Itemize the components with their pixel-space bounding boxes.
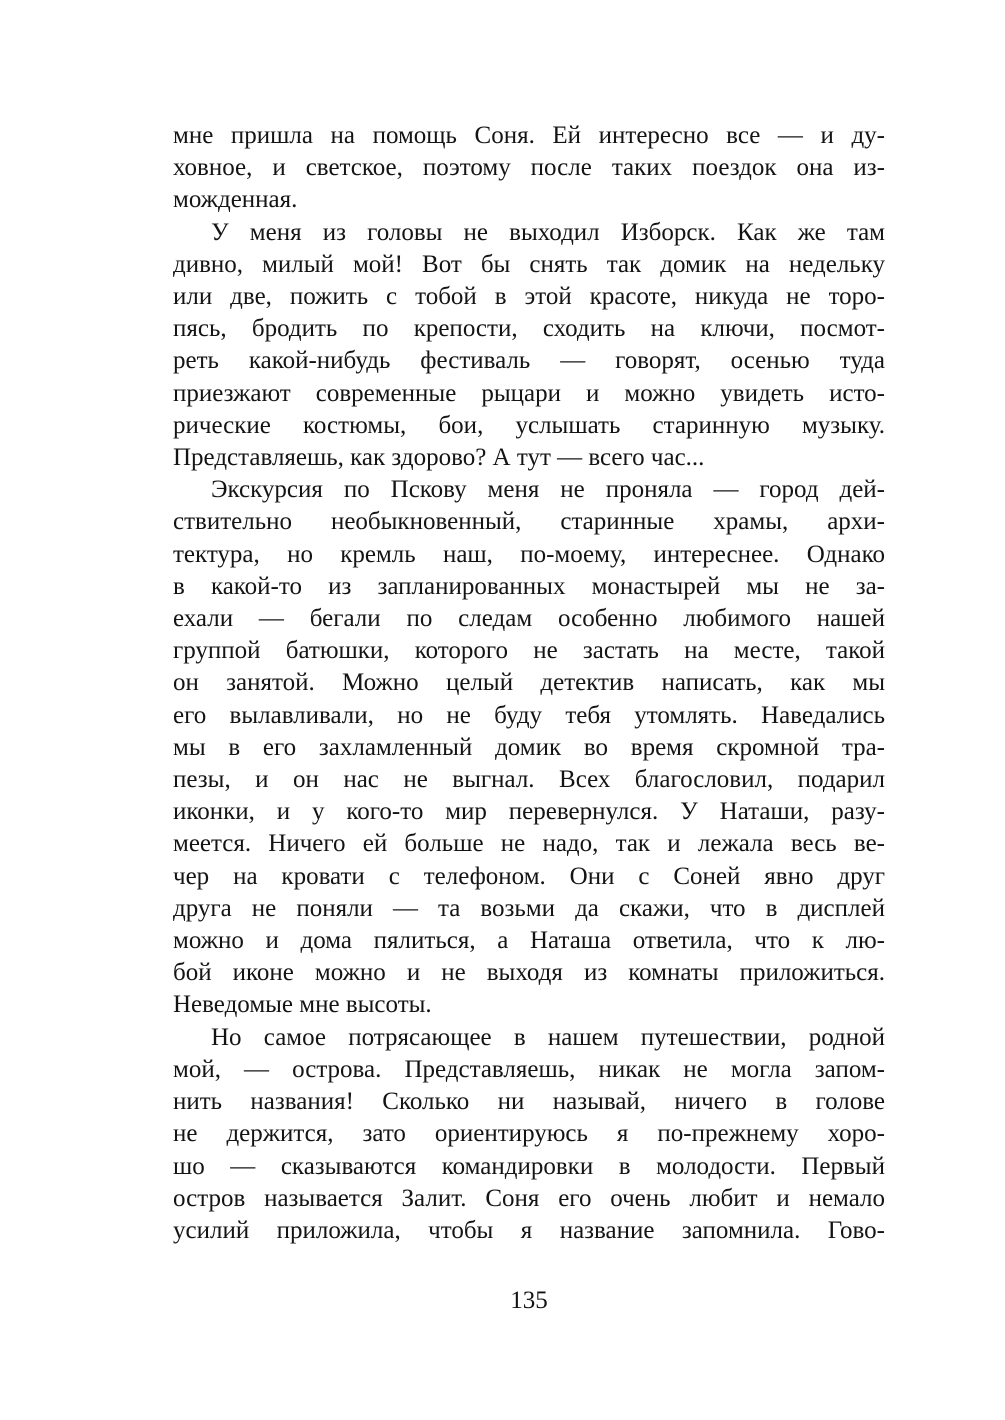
text-line: пезы, и он нас не выгнал. Всех благословил, подарил [173,766,885,794]
text-line: Неведомые мне высоты. [173,991,432,1019]
paragraph [173,474,885,1021]
text-line: пясь, бродить по крепости, сходить на ключи, посмот- [173,315,885,343]
text-line: усилий приложила, чтобы я название запомнила. Гово- [173,1216,885,1244]
text-line: можно и дома пялиться, а Наташа ответила, что к лю- [173,927,885,955]
text-line: ствительно необыкновенный, старинные храмы, архи- [173,508,885,536]
page-number: 135 [510,1287,548,1314]
text-line: У меня из головы не выходил Изборск. Как же там [211,218,885,246]
text-line: он занятой. Можно целый детектив написать, как мы [173,669,885,697]
text-line: рические костюмы, бои, услышать старинную музыку. [173,411,885,439]
text-line: группой батюшки, которого не застать на месте, такой [173,637,885,665]
text-line: Представляешь, как здорово? А тут — всего час... [173,444,705,472]
text-line: его вылавливали, но не буду тебя утомлять. Наведались [173,701,885,729]
text-line: бой иконе можно и не выходя из комнаты приложиться. [173,959,885,987]
text-line: ховное, и светское, поэтому после таких поездок она из- [173,154,885,182]
text-line: дивно, милый мой! Вот бы снять так домик на недельку [173,250,885,278]
text-line: приезжают современные рыцари и можно увидеть исто- [173,379,885,407]
text-line: мне пришла на помощь Соня. Ей интересно все — и ду- [173,122,885,149]
paragraph [173,217,885,475]
text-line: друга не поняли — та возьми да скажи, что в дисплей [173,894,885,922]
text-line: шо — сказываются командировки в молодости. Первый [173,1152,885,1180]
text-line: не держится, зато ориентируюсь я по-прежнему хоро- [173,1120,885,1148]
text-line: можденная. [173,186,298,214]
text-line: или две, пожить с тобой в этой красоте, никуда не торо- [173,283,885,311]
text-line: тектура, но кремль наш, по-моему, интереснее. Однако [173,540,885,568]
text-line: в какой-то из запланированных монастырей мы не за- [173,572,885,600]
paragraph [173,120,885,217]
text-line: чер на кровати с телефоном. Они с Соней явно друг [173,862,885,890]
text-line: мы в его захламленный домик во время скромной тра- [173,733,885,761]
text-line: ехали — бегали по следам особенно любимого нашей [173,605,885,633]
text-line: Но самое потрясающее в нашем путешествии, родной [211,1023,885,1051]
text-line: меется. Ничего ей больше не надо, так и лежала весь ве- [173,830,885,858]
paragraph [173,1022,885,1247]
text-line: Экскурсия по Пскову меня не проняла — город дей- [211,476,885,504]
text-line: реть какой-нибудь фестиваль — говорят, осенью туда [173,347,885,375]
text-line: иконки, и у кого-то мир перевернулся. У Наташи, разу- [173,798,885,826]
page-text [173,120,885,1247]
text-line: нить названия! Сколько ни называй, ничего в голове [173,1088,885,1116]
text-line: мой, — острова. Представляешь, никак не могла запом- [173,1055,885,1083]
text-line: остров называется Залит. Соня его очень любит и немало [173,1184,885,1212]
